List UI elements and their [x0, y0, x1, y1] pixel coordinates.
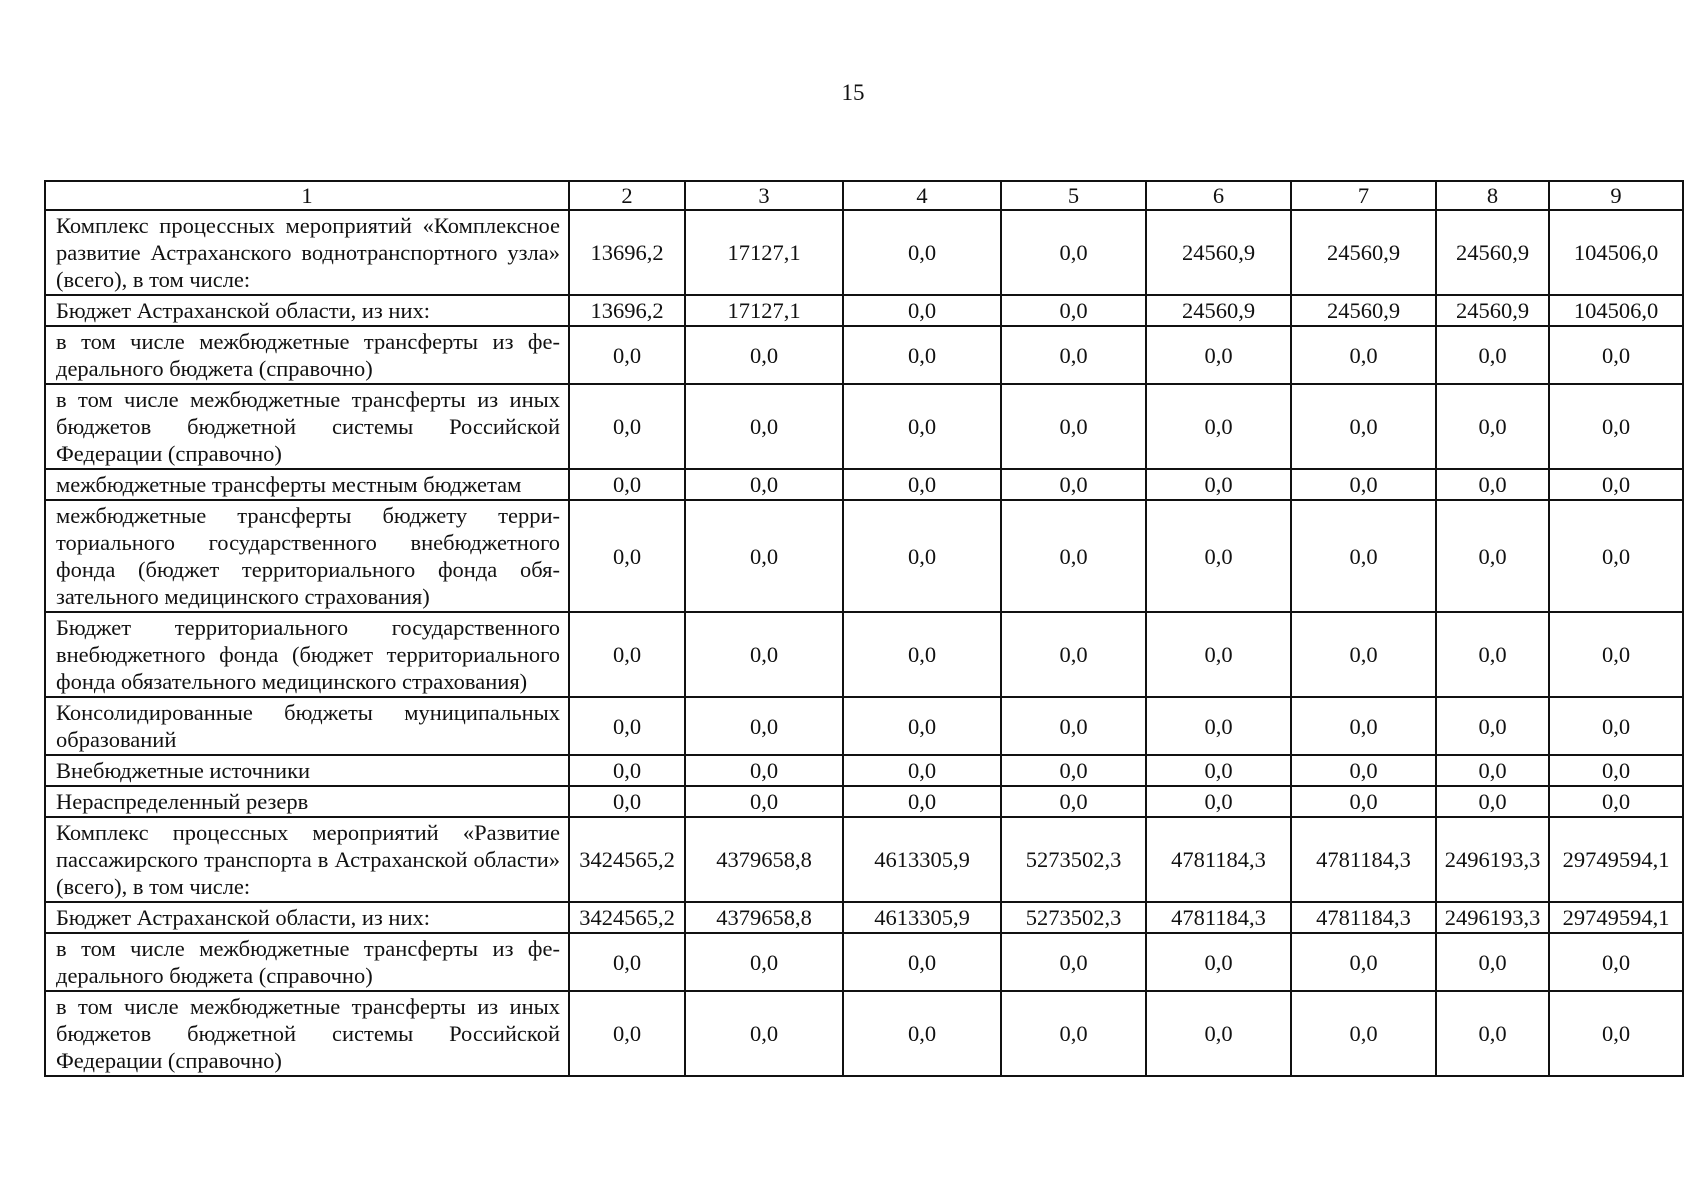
- value-cell: 2496193,3: [1436, 902, 1549, 933]
- value-cell: 104506,0: [1549, 210, 1683, 295]
- value-cell: 0,0: [569, 755, 685, 786]
- value-cell: 0,0: [843, 755, 1001, 786]
- row-label: в том числе межбюджетные трансферты из иных бюджетов бюджетной системы Российской Федерации (справочно): [45, 991, 569, 1076]
- value-cell: 0,0: [1146, 500, 1291, 612]
- value-cell: 0,0: [843, 933, 1001, 991]
- table-row: [45, 991, 1683, 1076]
- value-cell: 0,0: [1001, 384, 1146, 469]
- value-cell: 0,0: [1001, 612, 1146, 697]
- value-cell: 0,0: [685, 697, 843, 755]
- value-cell: 0,0: [569, 326, 685, 384]
- value-cell: 0,0: [1146, 755, 1291, 786]
- row-label: в том числе межбюджетные трансферты из федерального бюджета (справочно): [45, 326, 569, 384]
- value-cell: 5273502,3: [1001, 902, 1146, 933]
- column-number: 3: [685, 181, 843, 210]
- value-cell: 0,0: [843, 612, 1001, 697]
- value-cell: 17127,1: [685, 210, 843, 295]
- value-cell: 0,0: [843, 786, 1001, 817]
- table-row: [45, 384, 1683, 469]
- table-body: [45, 181, 1683, 1076]
- value-cell: 0,0: [1291, 500, 1436, 612]
- value-cell: 0,0: [685, 755, 843, 786]
- value-cell: 0,0: [685, 326, 843, 384]
- value-cell: 0,0: [1146, 697, 1291, 755]
- value-cell: 0,0: [1146, 326, 1291, 384]
- value-cell: 4613305,9: [843, 817, 1001, 902]
- value-cell: 0,0: [1436, 933, 1549, 991]
- value-cell: 4613305,9: [843, 902, 1001, 933]
- value-cell: 0,0: [1549, 991, 1683, 1076]
- column-number: 1: [45, 181, 569, 210]
- value-cell: 0,0: [843, 469, 1001, 500]
- value-cell: 0,0: [843, 697, 1001, 755]
- value-cell: 0,0: [1436, 755, 1549, 786]
- value-cell: 0,0: [685, 469, 843, 500]
- column-number-row: [45, 181, 1683, 210]
- value-cell: 0,0: [1549, 933, 1683, 991]
- value-cell: 0,0: [843, 500, 1001, 612]
- value-cell: 3424565,2: [569, 817, 685, 902]
- value-cell: 0,0: [1436, 326, 1549, 384]
- value-cell: 0,0: [569, 469, 685, 500]
- value-cell: 4379658,8: [685, 817, 843, 902]
- value-cell: 0,0: [1001, 991, 1146, 1076]
- row-label: в том числе межбюджетные трансферты из федерального бюджета (справочно): [45, 933, 569, 991]
- value-cell: 4781184,3: [1291, 817, 1436, 902]
- value-cell: 0,0: [1436, 500, 1549, 612]
- value-cell: 0,0: [685, 612, 843, 697]
- value-cell: 0,0: [685, 384, 843, 469]
- column-number: 4: [843, 181, 1001, 210]
- value-cell: 0,0: [1549, 500, 1683, 612]
- row-label: Бюджет Астраханской области, из них:: [45, 295, 569, 326]
- value-cell: 5273502,3: [1001, 817, 1146, 902]
- row-label: Нераспределенный резерв: [45, 786, 569, 817]
- value-cell: 0,0: [1291, 786, 1436, 817]
- value-cell: 0,0: [1436, 384, 1549, 469]
- value-cell: 0,0: [569, 991, 685, 1076]
- value-cell: 0,0: [1436, 786, 1549, 817]
- table-row: [45, 210, 1683, 295]
- value-cell: 13696,2: [569, 210, 685, 295]
- value-cell: 24560,9: [1291, 295, 1436, 326]
- table-row: [45, 933, 1683, 991]
- column-number: 9: [1549, 181, 1683, 210]
- value-cell: 24560,9: [1436, 210, 1549, 295]
- value-cell: 0,0: [1549, 326, 1683, 384]
- value-cell: 13696,2: [569, 295, 685, 326]
- table-row: [45, 500, 1683, 612]
- value-cell: 0,0: [1549, 786, 1683, 817]
- table-row: [45, 755, 1683, 786]
- column-number: 5: [1001, 181, 1146, 210]
- value-cell: 0,0: [1146, 786, 1291, 817]
- table-row: [45, 612, 1683, 697]
- value-cell: 0,0: [1291, 697, 1436, 755]
- value-cell: 0,0: [843, 210, 1001, 295]
- column-number: 2: [569, 181, 685, 210]
- value-cell: 0,0: [1291, 755, 1436, 786]
- value-cell: 0,0: [1001, 755, 1146, 786]
- value-cell: 0,0: [1146, 933, 1291, 991]
- table-row: [45, 469, 1683, 500]
- value-cell: 0,0: [569, 786, 685, 817]
- value-cell: 4781184,3: [1146, 817, 1291, 902]
- value-cell: 0,0: [1001, 469, 1146, 500]
- value-cell: 0,0: [1291, 469, 1436, 500]
- value-cell: 0,0: [569, 933, 685, 991]
- table-row: [45, 697, 1683, 755]
- value-cell: 0,0: [1436, 697, 1549, 755]
- value-cell: 0,0: [1291, 991, 1436, 1076]
- value-cell: 0,0: [1436, 612, 1549, 697]
- column-number: 7: [1291, 181, 1436, 210]
- value-cell: 0,0: [1001, 697, 1146, 755]
- value-cell: 0,0: [1146, 469, 1291, 500]
- table-row: [45, 326, 1683, 384]
- value-cell: 24560,9: [1291, 210, 1436, 295]
- value-cell: 0,0: [843, 991, 1001, 1076]
- value-cell: 0,0: [1001, 326, 1146, 384]
- value-cell: 0,0: [1146, 384, 1291, 469]
- row-label: в том числе межбюджетные трансферты из иных бюджетов бюджетной системы Российской Федерации (справочно): [45, 384, 569, 469]
- value-cell: 29749594,1: [1549, 817, 1683, 902]
- value-cell: 0,0: [1549, 384, 1683, 469]
- value-cell: 4781184,3: [1146, 902, 1291, 933]
- page-number: 15: [841, 80, 865, 105]
- value-cell: 0,0: [1146, 612, 1291, 697]
- table-row: [45, 295, 1683, 326]
- value-cell: 2496193,3: [1436, 817, 1549, 902]
- value-cell: 0,0: [569, 500, 685, 612]
- row-label: межбюджетные трансферты местным бюджетам: [45, 469, 569, 500]
- row-label: Комплекс процессных мероприятий «Развитие пассажирского транспорта в Астраханской области» (всего), в том числе:: [45, 817, 569, 902]
- value-cell: 104506,0: [1549, 295, 1683, 326]
- value-cell: 0,0: [685, 933, 843, 991]
- row-label: Бюджет территориального государственного внебюджетного фонда (бюджет территориального фонда обязательного медицинского страхования): [45, 612, 569, 697]
- table-row: [45, 817, 1683, 902]
- row-label: Комплекс процессных мероприятий «Комплексное развитие Астраханского воднотранспортного узла» (всего), в том числе:: [45, 210, 569, 295]
- value-cell: 24560,9: [1146, 295, 1291, 326]
- value-cell: 0,0: [1436, 991, 1549, 1076]
- value-cell: 0,0: [569, 697, 685, 755]
- value-cell: 0,0: [1291, 933, 1436, 991]
- table-row: [45, 902, 1683, 933]
- value-cell: 0,0: [685, 991, 843, 1076]
- value-cell: 0,0: [1001, 500, 1146, 612]
- row-label: Консолидированные бюджеты муниципальных образований: [45, 697, 569, 755]
- value-cell: 29749594,1: [1549, 902, 1683, 933]
- value-cell: 0,0: [1146, 991, 1291, 1076]
- table-row: [45, 786, 1683, 817]
- value-cell: 4379658,8: [685, 902, 843, 933]
- value-cell: 17127,1: [685, 295, 843, 326]
- column-number: 8: [1436, 181, 1549, 210]
- value-cell: 0,0: [569, 612, 685, 697]
- value-cell: 24560,9: [1146, 210, 1291, 295]
- row-label: Бюджет Астраханской области, из них:: [45, 902, 569, 933]
- value-cell: 0,0: [1291, 326, 1436, 384]
- value-cell: 0,0: [843, 295, 1001, 326]
- value-cell: 0,0: [1001, 933, 1146, 991]
- value-cell: 0,0: [1291, 612, 1436, 697]
- value-cell: 0,0: [685, 500, 843, 612]
- budget-table: [44, 180, 1684, 1077]
- value-cell: 0,0: [569, 384, 685, 469]
- row-label: межбюджетные трансферты бюджету территориального государственного внебюджетного фонда (бюджет территориального фонда обязательного медицинского страхования): [45, 500, 569, 612]
- row-label: Внебюджетные источники: [45, 755, 569, 786]
- value-cell: 0,0: [1549, 697, 1683, 755]
- value-cell: 0,0: [1001, 295, 1146, 326]
- value-cell: 0,0: [1549, 755, 1683, 786]
- value-cell: 0,0: [1436, 469, 1549, 500]
- value-cell: 0,0: [843, 326, 1001, 384]
- value-cell: 24560,9: [1436, 295, 1549, 326]
- value-cell: 0,0: [843, 384, 1001, 469]
- value-cell: 0,0: [1001, 210, 1146, 295]
- value-cell: 0,0: [1001, 786, 1146, 817]
- column-number: 6: [1146, 181, 1291, 210]
- value-cell: 0,0: [1291, 384, 1436, 469]
- value-cell: 4781184,3: [1291, 902, 1436, 933]
- value-cell: 0,0: [685, 786, 843, 817]
- value-cell: 3424565,2: [569, 902, 685, 933]
- value-cell: 0,0: [1549, 469, 1683, 500]
- value-cell: 0,0: [1549, 612, 1683, 697]
